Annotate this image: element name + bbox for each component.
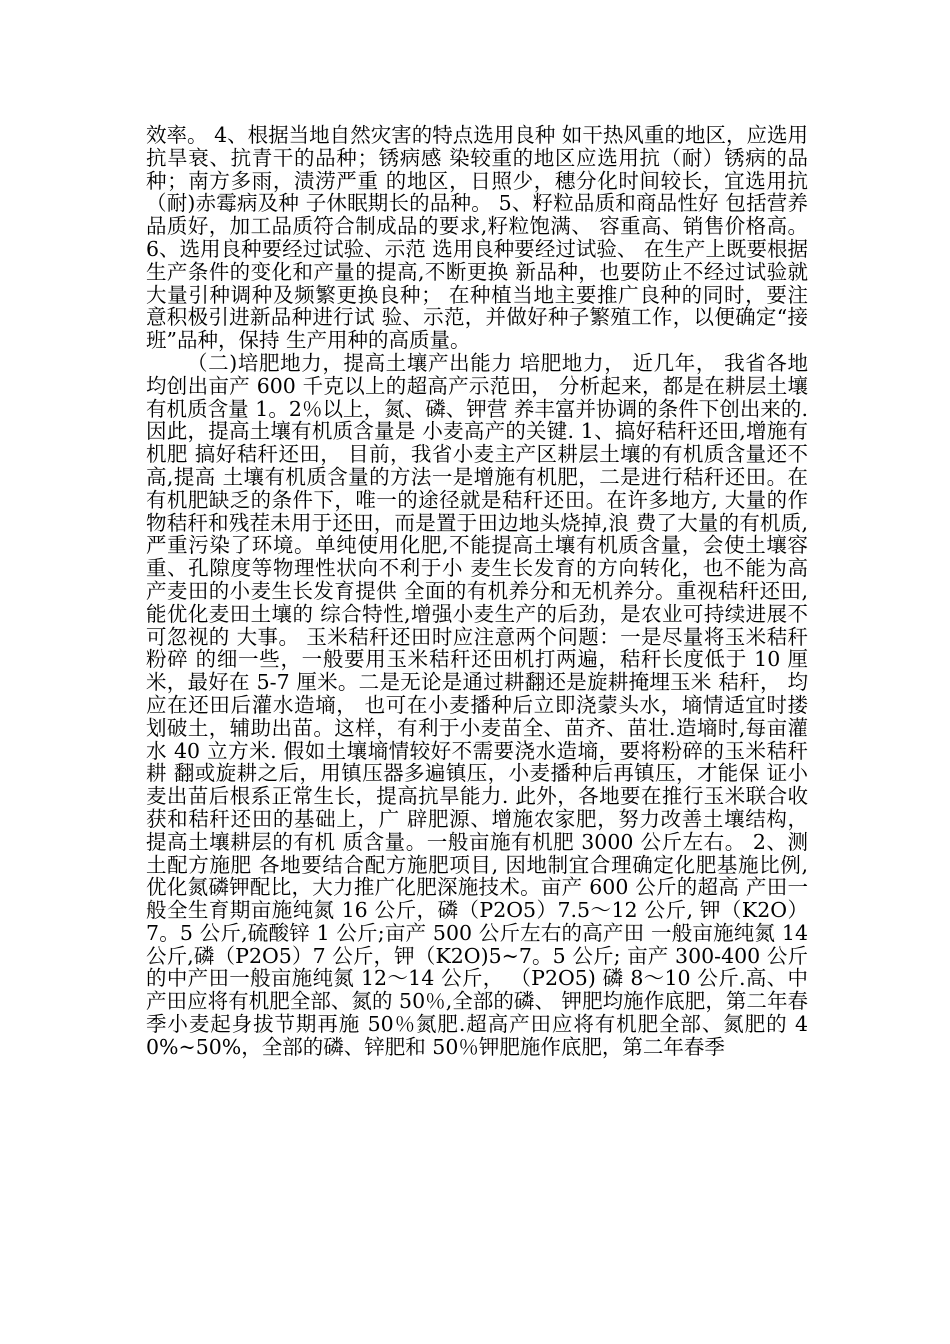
body-text: [146, 124, 808, 1059]
paragraph-seed-selection: 效率。 4、根据当地自然灾害的特点选用良种 如干热风重的地区，应选用抗旱衰、抗青干的品种；锈病感 染较重的地区应选用抗（耐）锈病的品种；南方多雨，渍涝严重 的地区，日照少，穗分化时间较长，宜选用抗（耐)赤霉病及种 子休眠期长的品种。 5、籽粒品质和商品性好 包括营养品质好，加工品质符合制成品的要求,籽粒饱满、 容重高、销售价格高。 6、选用良种要经过试验、示范 选用良种要经过试验、 在生产上既要根据生产条件的变化和产量的提高,不断更换 新品种，也要防止不经过试验就大量引种调种及频繁更换良种； 在种植当地主要推广良种的同时，要注意积极引进新品种进行试 验、示范，并做好种子繁殖工作，以便确定“接班”品种，保持 生产用种的高质量。: [146, 123, 808, 353]
paragraph-soil-fertility: （二)培肥地力，提高土壤产出能力 培肥地力， 近几年， 我省各地均创出亩产 600 千克以上的超高产示范田， 分析起来，都是在耕层土壤有机质含量 1。2％以上，氮、磷、钾营 养丰富并协调的条件下创出来的.因此，提高土壤有机质含量是 小麦高产的关键. 1、搞好秸秆还田,增施有机肥 搞好秸秆还田， 目前，我省小麦主产区耕层土壤的有机质含量还不高,提高 土壤有机质含量的方法一是增施有机肥，二是进行秸秆还田。在 有机肥缺乏的条件下，唯一的途径就是秸秆还田。在许多地方, 大量的作物秸秆和残茬未用于还田，而是置于田边地头烧掉,浪 费了大量的有机质,严重污染了环境。单纯使用化肥,不能提高土壤有机质含量，会使土壤容重、孔隙度等物理性状向不利于小 麦生长发育的方向转化，也不能为高产麦田的小麦生长发育提供 全面的有机养分和无机养分。重视秸秆还田,能优化麦田土壤的 综合特性,增强小麦生产的后劲，是农业可持续进展不可忽视的 大事。 玉米秸秆还田时应注意两个问题：一是尽量将玉米秸秆粉碎 的细一些，一般要用玉米秸秆还田机打两遍，秸秆长度低于 10 厘米，最好在 5-7 厘米。二是无论是通过耕翻还是旋耕掩埋玉米 秸秆， 均应在还田后灌水造墒， 也可在小麦播种后立即浇蒙头水，墒情适宜时搂划破土，辅助出苗。这样，有利于小麦苗全、苗齐、苗壮.造墒时,每亩灌水 40 立方米. 假如土壤墒情较好不需要浇水造墒，要将粉碎的玉米秸秆耕 翻或旋耕之后，用镇压器多遍镇压，小麦播种后再镇压，才能保 证小麦出苗后根系正常生长，提高抗旱能力. 此外，各地要在推行玉米联合收获和秸秆还田的基础上，广 辟肥源、增施农家肥，努力改善土壤结构，提高土壤耕层的有机 质含量。一般亩施有机肥 3000 公斤左右。 2、测土配方施肥 各地要结合配方施肥项目, 因地制宜合理确定化肥基施比例, 优化氮磷钾配比，大力推广化肥深施技术。亩产 600 公斤的超高 产田一般全生育期亩施纯氮 16 公斤，磷（P2O5）7.5～12 公斤, 钾（K2O）7。5 公斤,硫酸锌 1 公斤;亩产 500 公斤左右的高产田 一般亩施纯氮 14 公斤,磷（P2O5）7 公斤，钾（K2O)5~7。5 公斤; 亩产 300-400 公斤的中产田一般亩施纯氮 12～14 公斤， （P2O5) 磷 8～10 公斤.高、中产田应将有机肥全部、氮的 50％,全部的磷、 钾肥均施作底肥，第二年春季小麦起身拔节期再施 50％氮肥.超高产田应将有机肥全部、氮肥的 40%~50%，全部的磷、锌肥和 50％钾肥施作底肥，第二年春季: [146, 350, 808, 1059]
